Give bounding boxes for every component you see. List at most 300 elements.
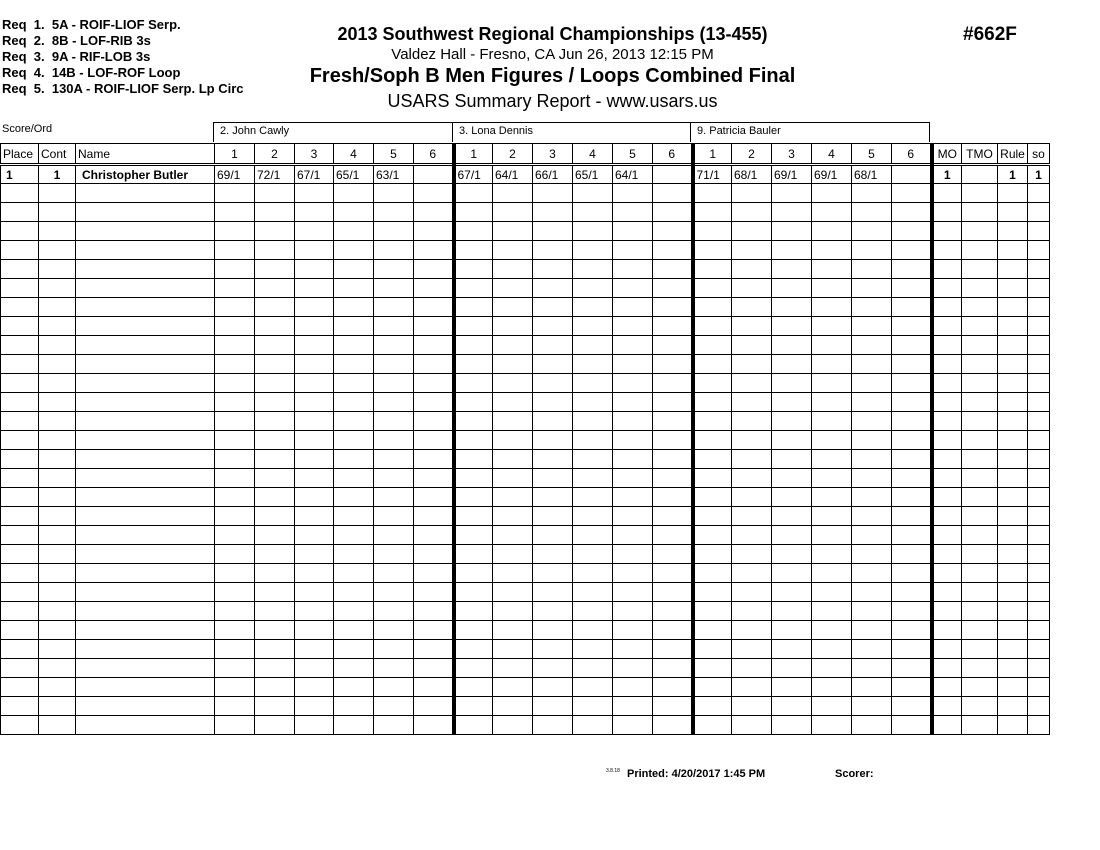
- score-cell: 66/1: [533, 165, 573, 184]
- empty-cell: [613, 298, 653, 317]
- empty-cell: [573, 184, 613, 203]
- empty-cell: [772, 640, 812, 659]
- empty-cell: [533, 621, 573, 640]
- empty-cell: [892, 298, 932, 317]
- empty-row: [1, 488, 1050, 507]
- empty-cell: [1, 678, 39, 697]
- empty-cell: [962, 184, 998, 203]
- empty-cell: [932, 564, 962, 583]
- empty-cell: [693, 203, 732, 222]
- empty-cell: [998, 583, 1028, 602]
- empty-cell: [374, 412, 414, 431]
- empty-cell: [892, 545, 932, 564]
- empty-cell: [693, 431, 732, 450]
- empty-cell: [613, 450, 653, 469]
- empty-cell: [732, 336, 772, 355]
- empty-cell: [693, 716, 732, 735]
- empty-cell: [852, 431, 892, 450]
- empty-cell: [374, 564, 414, 583]
- empty-cell: [962, 241, 998, 260]
- empty-cell: [255, 222, 295, 241]
- empty-cell: [414, 526, 454, 545]
- empty-cell: [962, 317, 998, 336]
- empty-cell: [732, 450, 772, 469]
- empty-cell: [295, 412, 334, 431]
- empty-cell: [693, 260, 732, 279]
- empty-cell: [892, 621, 932, 640]
- empty-cell: [653, 526, 693, 545]
- empty-cell: [295, 640, 334, 659]
- j3-fig-1: 1: [693, 144, 732, 165]
- j1-fig-2: 2: [255, 144, 295, 165]
- empty-cell: [295, 678, 334, 697]
- empty-cell: [76, 336, 215, 355]
- empty-cell: [962, 393, 998, 412]
- empty-cell: [454, 621, 493, 640]
- empty-cell: [255, 640, 295, 659]
- empty-cell: [76, 298, 215, 317]
- empty-cell: [998, 678, 1028, 697]
- empty-row: [1, 678, 1050, 697]
- empty-cell: [732, 583, 772, 602]
- empty-cell: [1, 336, 39, 355]
- empty-cell: [374, 450, 414, 469]
- empty-cell: [573, 678, 613, 697]
- empty-cell: [812, 279, 852, 298]
- empty-row: [1, 602, 1050, 621]
- empty-cell: [573, 564, 613, 583]
- empty-cell: [493, 374, 533, 393]
- empty-cell: [255, 697, 295, 716]
- empty-row: [1, 260, 1050, 279]
- col-name: Name: [76, 144, 215, 165]
- empty-cell: [732, 355, 772, 374]
- empty-cell: [76, 279, 215, 298]
- empty-cell: [533, 678, 573, 697]
- empty-cell: [613, 621, 653, 640]
- empty-cell: [255, 450, 295, 469]
- empty-cell: [1028, 659, 1050, 678]
- empty-row: [1, 526, 1050, 545]
- empty-cell: [374, 203, 414, 222]
- empty-cell: [653, 450, 693, 469]
- empty-cell: [1, 260, 39, 279]
- empty-cell: [732, 697, 772, 716]
- empty-cell: [852, 355, 892, 374]
- empty-cell: [414, 336, 454, 355]
- empty-cell: [414, 469, 454, 488]
- empty-cell: [39, 222, 76, 241]
- empty-cell: [454, 697, 493, 716]
- empty-cell: [932, 716, 962, 735]
- empty-cell: [493, 393, 533, 412]
- empty-cell: [1, 526, 39, 545]
- empty-cell: [693, 374, 732, 393]
- empty-cell: [533, 659, 573, 678]
- empty-cell: [295, 222, 334, 241]
- empty-cell: [812, 260, 852, 279]
- empty-cell: [215, 564, 255, 583]
- empty-cell: [1, 222, 39, 241]
- empty-row: [1, 507, 1050, 526]
- empty-cell: [932, 222, 962, 241]
- j3-fig-2: 2: [732, 144, 772, 165]
- empty-cell: [295, 374, 334, 393]
- empty-cell: [414, 583, 454, 602]
- empty-cell: [653, 355, 693, 374]
- empty-cell: [76, 640, 215, 659]
- empty-cell: [693, 184, 732, 203]
- empty-cell: [998, 336, 1028, 355]
- empty-cell: [693, 697, 732, 716]
- results-table: [0, 143, 1050, 735]
- empty-cell: [39, 393, 76, 412]
- empty-cell: [1028, 336, 1050, 355]
- empty-cell: [334, 355, 374, 374]
- empty-cell: [932, 355, 962, 374]
- empty-cell: [998, 697, 1028, 716]
- empty-cell: [255, 716, 295, 735]
- empty-cell: [812, 640, 852, 659]
- empty-cell: [852, 241, 892, 260]
- empty-cell: [414, 488, 454, 507]
- empty-cell: [852, 374, 892, 393]
- empty-cell: [1028, 203, 1050, 222]
- empty-cell: [414, 279, 454, 298]
- empty-cell: [1, 355, 39, 374]
- empty-cell: [812, 431, 852, 450]
- empty-row: [1, 564, 1050, 583]
- empty-cell: [932, 640, 962, 659]
- empty-cell: [533, 222, 573, 241]
- empty-cell: [39, 241, 76, 260]
- empty-row: [1, 241, 1050, 260]
- j2-fig-3: 3: [533, 144, 573, 165]
- empty-cell: [653, 564, 693, 583]
- score-cell: 67/1: [454, 165, 493, 184]
- empty-cell: [772, 545, 812, 564]
- empty-cell: [414, 640, 454, 659]
- empty-cell: [653, 488, 693, 507]
- empty-cell: [533, 526, 573, 545]
- empty-cell: [76, 412, 215, 431]
- empty-cell: [493, 545, 533, 564]
- empty-cell: [772, 355, 812, 374]
- printed-timestamp: Printed: 4/20/2017 1:45 PM: [627, 768, 766, 780]
- empty-cell: [653, 640, 693, 659]
- empty-cell: [932, 602, 962, 621]
- empty-cell: [772, 621, 812, 640]
- empty-cell: [962, 488, 998, 507]
- empty-cell: [962, 260, 998, 279]
- event-title: Fresh/Soph B Men Figures / Loops Combined Final: [309, 65, 796, 87]
- judge-header-2: 3. Lona Dennis: [452, 122, 691, 142]
- empty-cell: [215, 241, 255, 260]
- empty-cell: [812, 355, 852, 374]
- empty-cell: [215, 450, 255, 469]
- score-cell: [892, 165, 932, 184]
- empty-cell: [215, 431, 255, 450]
- empty-cell: [215, 393, 255, 412]
- col-mo: MO: [932, 144, 962, 165]
- empty-cell: [215, 716, 255, 735]
- score-cell: 69/1: [215, 165, 255, 184]
- empty-row: [1, 450, 1050, 469]
- empty-cell: [255, 374, 295, 393]
- empty-cell: [1028, 241, 1050, 260]
- empty-cell: [962, 583, 998, 602]
- empty-cell: [772, 412, 812, 431]
- empty-cell: [295, 659, 334, 678]
- empty-row: [1, 431, 1050, 450]
- empty-cell: [334, 374, 374, 393]
- empty-cell: [295, 716, 334, 735]
- empty-cell: [454, 184, 493, 203]
- empty-cell: [852, 279, 892, 298]
- empty-cell: [1, 393, 39, 412]
- empty-cell: [493, 659, 533, 678]
- empty-cell: [613, 469, 653, 488]
- empty-cell: [39, 203, 76, 222]
- empty-cell: [573, 222, 613, 241]
- empty-cell: [255, 526, 295, 545]
- score-cell: 63/1: [374, 165, 414, 184]
- empty-cell: [533, 203, 573, 222]
- empty-cell: [932, 450, 962, 469]
- empty-cell: [374, 526, 414, 545]
- empty-cell: [573, 507, 613, 526]
- empty-cell: [998, 640, 1028, 659]
- empty-cell: [215, 336, 255, 355]
- empty-cell: [812, 412, 852, 431]
- empty-cell: [374, 317, 414, 336]
- empty-cell: [693, 488, 732, 507]
- empty-cell: [1028, 564, 1050, 583]
- empty-cell: [852, 488, 892, 507]
- empty-cell: [493, 298, 533, 317]
- empty-cell: [414, 184, 454, 203]
- empty-cell: [493, 450, 533, 469]
- empty-cell: [493, 469, 533, 488]
- empty-cell: [732, 469, 772, 488]
- empty-cell: [852, 564, 892, 583]
- empty-cell: [1, 621, 39, 640]
- score-ord-label: Score/Ord: [2, 123, 53, 135]
- empty-cell: [1, 374, 39, 393]
- empty-cell: [613, 659, 653, 678]
- empty-cell: [374, 602, 414, 621]
- empty-cell: [732, 298, 772, 317]
- empty-cell: [693, 355, 732, 374]
- empty-cell: [533, 374, 573, 393]
- empty-cell: [414, 374, 454, 393]
- empty-cell: [1028, 602, 1050, 621]
- empty-cell: [812, 450, 852, 469]
- empty-cell: [852, 298, 892, 317]
- empty-cell: [39, 279, 76, 298]
- empty-cell: [454, 317, 493, 336]
- empty-cell: [962, 545, 998, 564]
- empty-cell: [374, 507, 414, 526]
- empty-cell: [414, 355, 454, 374]
- empty-cell: [772, 450, 812, 469]
- empty-cell: [374, 678, 414, 697]
- empty-cell: [932, 507, 962, 526]
- empty-cell: [493, 184, 533, 203]
- empty-cell: [493, 678, 533, 697]
- empty-cell: [772, 374, 812, 393]
- empty-cell: [493, 564, 533, 583]
- empty-cell: [39, 545, 76, 564]
- score-cell: 72/1: [255, 165, 295, 184]
- empty-cell: [295, 336, 334, 355]
- j1-fig-5: 5: [374, 144, 414, 165]
- empty-cell: [892, 260, 932, 279]
- empty-cell: [414, 507, 454, 526]
- empty-cell: [892, 716, 932, 735]
- empty-cell: [334, 431, 374, 450]
- j3-fig-3: 3: [772, 144, 812, 165]
- empty-cell: [732, 526, 772, 545]
- empty-cell: [533, 279, 573, 298]
- empty-cell: [454, 659, 493, 678]
- place-cell: 1: [1, 165, 39, 184]
- empty-cell: [852, 222, 892, 241]
- empty-cell: [255, 659, 295, 678]
- empty-cell: [533, 545, 573, 564]
- empty-cell: [255, 355, 295, 374]
- empty-cell: [852, 507, 892, 526]
- empty-cell: [932, 336, 962, 355]
- empty-cell: [653, 260, 693, 279]
- empty-cell: [892, 317, 932, 336]
- empty-cell: [613, 545, 653, 564]
- empty-cell: [732, 374, 772, 393]
- empty-cell: [732, 203, 772, 222]
- empty-cell: [374, 469, 414, 488]
- empty-cell: [852, 602, 892, 621]
- empty-cell: [215, 203, 255, 222]
- empty-cell: [962, 469, 998, 488]
- empty-cell: [1028, 184, 1050, 203]
- empty-cell: [613, 374, 653, 393]
- empty-cell: [334, 260, 374, 279]
- empty-cell: [932, 678, 962, 697]
- j1-fig-4: 4: [334, 144, 374, 165]
- empty-cell: [732, 716, 772, 735]
- empty-cell: [613, 393, 653, 412]
- empty-cell: [295, 450, 334, 469]
- empty-cell: [852, 450, 892, 469]
- empty-cell: [255, 564, 295, 583]
- table-row: [1, 165, 1050, 184]
- empty-cell: [493, 526, 533, 545]
- empty-cell: [493, 697, 533, 716]
- empty-cell: [334, 716, 374, 735]
- empty-cell: [812, 716, 852, 735]
- empty-cell: [1028, 640, 1050, 659]
- empty-cell: [962, 526, 998, 545]
- empty-cell: [454, 678, 493, 697]
- empty-cell: [76, 488, 215, 507]
- empty-cell: [334, 526, 374, 545]
- empty-row: [1, 583, 1050, 602]
- empty-cell: [852, 469, 892, 488]
- empty-cell: [932, 298, 962, 317]
- empty-cell: [454, 431, 493, 450]
- empty-cell: [613, 184, 653, 203]
- empty-cell: [932, 621, 962, 640]
- empty-cell: [653, 545, 693, 564]
- empty-row: [1, 393, 1050, 412]
- empty-cell: [892, 526, 932, 545]
- requirement-1: Req 1. 5A - ROIF-LIOF Serp.: [2, 17, 181, 32]
- empty-cell: [374, 640, 414, 659]
- competition-title: 2013 Southwest Regional Championships (13-455): [337, 24, 768, 44]
- empty-cell: [962, 659, 998, 678]
- empty-cell: [772, 431, 812, 450]
- empty-cell: [812, 697, 852, 716]
- empty-cell: [1, 545, 39, 564]
- empty-cell: [772, 507, 812, 526]
- empty-cell: [76, 431, 215, 450]
- empty-cell: [892, 412, 932, 431]
- empty-cell: [998, 659, 1028, 678]
- empty-cell: [414, 716, 454, 735]
- empty-cell: [76, 203, 215, 222]
- empty-cell: [255, 203, 295, 222]
- empty-cell: [852, 412, 892, 431]
- empty-cell: [255, 545, 295, 564]
- empty-cell: [772, 716, 812, 735]
- empty-cell: [454, 488, 493, 507]
- empty-cell: [76, 564, 215, 583]
- empty-cell: [374, 260, 414, 279]
- empty-cell: [374, 716, 414, 735]
- empty-cell: [812, 545, 852, 564]
- empty-cell: [454, 564, 493, 583]
- empty-cell: [39, 260, 76, 279]
- empty-cell: [374, 298, 414, 317]
- empty-cell: [932, 374, 962, 393]
- empty-cell: [573, 355, 613, 374]
- empty-cell: [573, 279, 613, 298]
- empty-cell: [732, 222, 772, 241]
- empty-cell: [812, 203, 852, 222]
- col-tmo: TMO: [962, 144, 998, 165]
- empty-cell: [255, 488, 295, 507]
- empty-cell: [732, 317, 772, 336]
- j2-fig-4: 4: [573, 144, 613, 165]
- empty-cell: [573, 298, 613, 317]
- skater-name: Christopher Butler: [76, 165, 215, 184]
- empty-cell: [962, 203, 998, 222]
- empty-cell: [693, 678, 732, 697]
- empty-cell: [852, 621, 892, 640]
- empty-cell: [215, 279, 255, 298]
- empty-cell: [892, 336, 932, 355]
- empty-cell: [613, 640, 653, 659]
- empty-cell: [493, 317, 533, 336]
- empty-cell: [334, 222, 374, 241]
- so-cell: 1: [1028, 165, 1050, 184]
- empty-cell: [334, 469, 374, 488]
- empty-cell: [852, 583, 892, 602]
- empty-cell: [454, 640, 493, 659]
- empty-cell: [613, 317, 653, 336]
- empty-cell: [454, 545, 493, 564]
- empty-cell: [374, 697, 414, 716]
